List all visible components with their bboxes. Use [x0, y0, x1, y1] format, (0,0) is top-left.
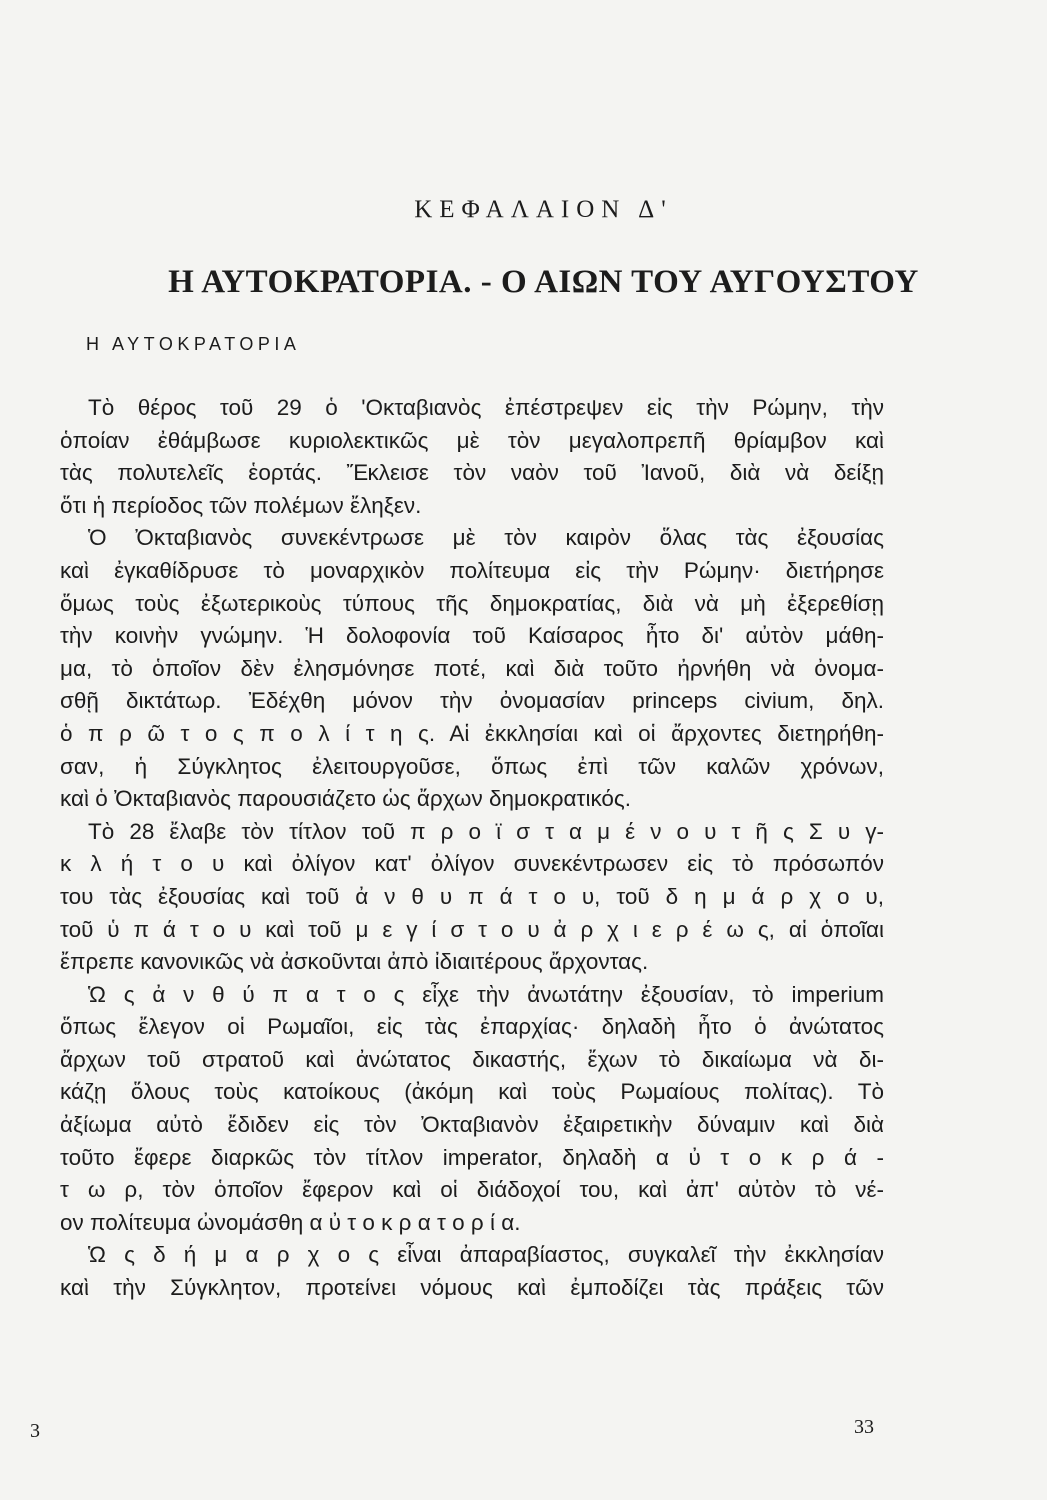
paragraph [60, 979, 884, 1240]
text-line: τοῦτο ἔφερε διαρκῶς τὸν τίτλον imperator, δηλαδὴ α ὐ τ ο κ ρ ά - [60, 1144, 884, 1170]
text-line: καὶ ὁ Ὀκταβιανὸς παρουσιάζετο ὡς ἄρχων δημοκρατικός. [60, 786, 632, 812]
text-line: ὅμως τοὺς ἐξωτερικοὺς τύπους τῆς δημοκρατίας, διὰ νὰ μὴ ἐξερεθίσῃ [60, 590, 884, 616]
text-line: Ὡ ς ἀ ν θ ύ π α τ ο ς εἶχε τὴν ἀνωτάτην ἐξουσίαν, τὸ imperium [88, 981, 884, 1007]
text-line: σαν, ἡ Σύγκλητος ἐλειτουργοῦσε, ὅπως ἐπὶ τῶν καλῶν χρόνων, [60, 753, 884, 779]
text-line: ὅτι ἡ περίοδος τῶν πολέμων ἔληξεν. [60, 492, 422, 518]
text-line: ὁ π ρ ῶ τ ο ς π ο λ ί τ η ς. Αἱ ἐκκλησίαι καὶ οἱ ἄρχοντες διετηρήθη- [60, 720, 884, 746]
text-line: ἀξίωμα αὐτὸ ἔδιδεν εἰς τὸν Ὀκταβιανὸν ἐξαιρετικὴν δύναμιν καὶ διὰ [60, 1112, 884, 1138]
paragraph [60, 816, 884, 979]
text-line: ον πολίτευμα ὠνομάσθη α ὐ τ ο κ ρ α τ ο ρ ί α. [60, 1209, 521, 1235]
text-line: τὴν κοινὴν γνώμην. Ἡ δολοφονία τοῦ Καίσαρος ἦτο δι' αὐτὸν μάθη- [60, 623, 884, 649]
text-line: κ λ ή τ ο υ καὶ ὀλίγον κατ' ὀλίγον συνεκέντρωσεν εἰς τὸ πρόσωπόν [60, 851, 884, 877]
text-line: κάζῃ ὅλους τοὺς κατοίκους (ἀκόμη καὶ τοὺς Ρωμαίους πολίτας). Τὸ [60, 1079, 884, 1105]
text-line: ἄρχων τοῦ στρατοῦ καὶ ἀνώτατος δικαστής, ἔχων τὸ δικαίωμα νὰ δι- [60, 1046, 884, 1072]
text-line: καὶ ἐγκαθίδρυσε τὸ μοναρχικὸν πολίτευμα εἰς τὴν Ρώμην· διετήρησε [60, 557, 884, 583]
text-line: ἔπρεπε κανονικῶς νὰ ἀσκοῦνται ἀπὸ ἰδιαιτέρους ἄρχοντας. [60, 949, 649, 975]
text-line: τὰς πολυτελεῖς ἑορτάς. Ἔκλεισε τὸν ναὸν τοῦ Ἰανοῦ, διὰ νὰ δείξῃ [60, 460, 884, 486]
text-line: Τὸ 28 ἔλαβε τὸν τίτλον τοῦ π ρ ο ϊ σ τ α μ έ ν ο υ τ ῆ ς Σ υ γ- [88, 818, 884, 844]
text-line: του τὰς ἐξουσίας καὶ τοῦ ἀ ν θ υ π ά τ ο υ, τοῦ δ η μ ά ρ χ ο υ, [60, 883, 884, 909]
chapter-title: Η ΑΥΤΟΚΡΑΤΟΡΙΑ. - Ο ΑΙΩΝ ΤΟΥ ΑΥΓΟΥΣΤΟΥ [168, 264, 919, 300]
text-line: τ ω ρ, τὸν ὁποῖον ἔφερον καὶ οἱ διάδοχοί του, καὶ ἀπ' αὐτὸν τὸ νέ- [60, 1177, 884, 1203]
text-line: Τὸ θέρος τοῦ 29 ὁ 'Οκταβιανὸς ἐπέστρεψεν εἰς τὴν Ρώμην, τὴν [88, 395, 884, 420]
text-line: Ὁ Ὀκταβιανὸς συνεκέντρωσε μὲ τὸν καιρὸν ὅλας τὰς ἐξουσίας [88, 525, 884, 551]
signature-mark: 3 [30, 1420, 40, 1442]
text-line: ὅπως ἔλεγον οἱ Ρωμαῖοι, εἰς τὰς ἐπαρχίας· δηλαδὴ ἦτο ὁ ἀνώτατος [60, 1014, 884, 1040]
chapter-label: ΚΕΦΑΛΑΙΟΝ Δ' [414, 196, 673, 223]
text-line: καὶ τὴν Σύγκλητον, προτείνει νόμους καὶ ἐμποδίζει τὰς πράξεις τῶν [60, 1275, 884, 1301]
paragraph [60, 392, 884, 522]
body-text [60, 392, 884, 1305]
paragraph [60, 1239, 884, 1304]
text-line: σθῇ δικτάτωρ. Ἐδέχθη μόνον τὴν ὀνομασίαν princeps civium, δηλ. [60, 688, 884, 714]
text-line: Ὡ ς δ ή μ α ρ χ ο ς εἶναι ἀπαραβίαστος, συγκαλεῖ τὴν ἐκκλησίαν [88, 1242, 884, 1268]
page-number: 33 [854, 1416, 874, 1438]
text-line: ὁποίαν ἐθάμβωσε κυριολεκτικῶς μὲ τὸν μεγαλοπρεπῆ θρίαμβον καὶ [60, 427, 884, 453]
paragraph [60, 522, 884, 815]
section-heading: Η ΑΥΤΟΚΡΑΤΟΡΙΑ [86, 334, 301, 354]
text-line: μα, τὸ ὁποῖον δὲν ἐλησμόνησε ποτέ, καὶ διὰ τοῦτο ἠρνήθη νὰ ὀνομα- [60, 655, 884, 681]
text-line: τοῦ ὑ π ά τ ο υ καὶ τοῦ μ ε γ ί σ τ ο υ ἀ ρ χ ι ε ρ έ ω ς, αἱ ὁποῖαι [60, 916, 884, 942]
